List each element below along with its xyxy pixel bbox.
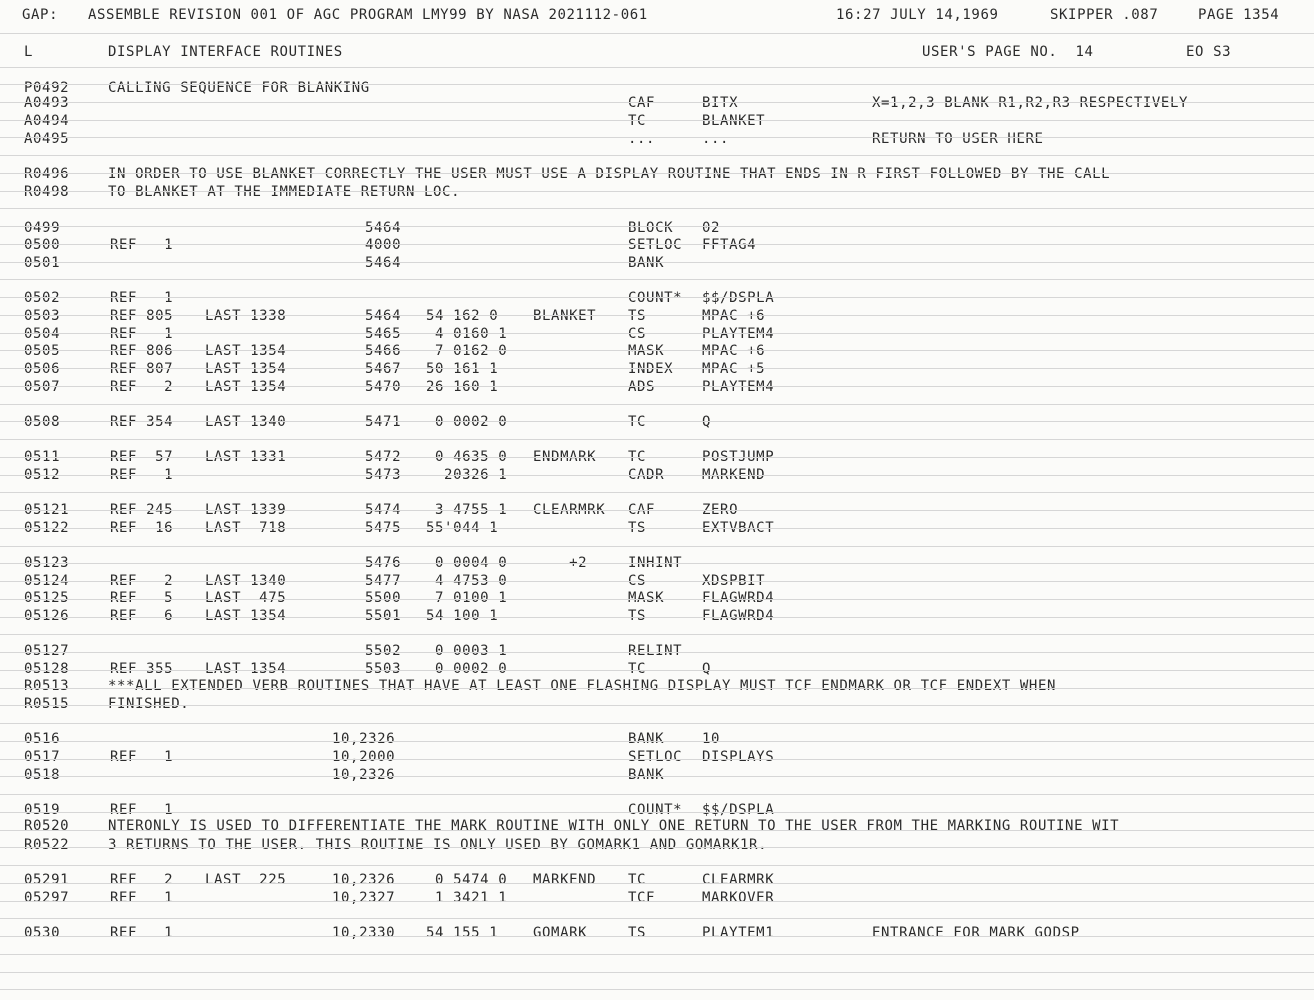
listing-op: BANK <box>628 255 665 271</box>
listing-op: TC <box>628 872 647 888</box>
paper-rule <box>0 865 1314 866</box>
listing-op: TC <box>628 113 647 129</box>
paper-rule <box>0 563 1314 564</box>
paper-rule <box>0 208 1314 209</box>
paper-rule <box>0 492 1314 493</box>
listing-loc: 10,2326 <box>332 767 396 783</box>
paper-rule <box>0 617 1314 618</box>
listing-line-number: R0522 <box>24 837 70 853</box>
listing-op: CAF <box>628 502 656 518</box>
listing-last: LAST 1354 <box>205 361 287 377</box>
listing-last: LAST 1340 <box>205 414 287 430</box>
listing-ref: REF 57 <box>110 449 174 465</box>
listing-last: LAST 718 <box>205 520 287 536</box>
listing-line-number: 0511 <box>24 449 61 465</box>
listing-op: MASK <box>628 590 665 606</box>
paper-rule <box>0 652 1314 653</box>
listing-loc: 10,2326 <box>332 731 396 747</box>
listing-arg: Q <box>702 414 712 430</box>
paper-rule <box>0 847 1314 848</box>
listing-code: 54 155 1 <box>426 925 499 941</box>
listing-loc: 10,2330 <box>332 925 396 941</box>
listing-arg: MARKOVER <box>702 890 775 906</box>
header-skipper: SKIPPER .087 <box>1050 7 1159 23</box>
listing-line-number: 05124 <box>24 573 70 589</box>
listing-last: LAST 1354 <box>205 661 287 677</box>
listing-line-number: 0502 <box>24 290 61 306</box>
header-timestamp: 16:27 JULY 14,1969 <box>836 7 999 23</box>
paper-rule <box>0 137 1314 138</box>
listing-op: CS <box>628 326 647 342</box>
listing-loc: 10,2327 <box>332 890 396 906</box>
subheader-letter: L <box>24 44 34 60</box>
eo-code: EO S3 <box>1186 44 1232 60</box>
listing-op: MASK <box>628 343 665 359</box>
listing-op: TS <box>628 608 647 624</box>
paper-rule <box>0 173 1314 174</box>
listing-line-number: 05125 <box>24 590 70 606</box>
listing-code: 0 5474 0 <box>426 872 508 888</box>
listing-arg: Q <box>702 661 712 677</box>
listing-ref: REF 1 <box>110 237 174 253</box>
listing-line-number: 05297 <box>24 890 70 906</box>
listing-arg: FFTAG4 <box>702 237 757 253</box>
listing-line-number: R0496 <box>24 166 70 182</box>
listing-op: CADR <box>628 467 665 483</box>
listing-text: IN ORDER TO USE BLANKET CORRECTLY THE USER MUST USE A DISPLAY ROUTINE THAT ENDS IN R FIRST FOLLOWED BY THE CALL <box>108 166 1111 182</box>
listing-loc: 5477 <box>365 573 402 589</box>
listing-line-number: 0500 <box>24 237 61 253</box>
listing-loc: 5475 <box>365 520 402 536</box>
paper-rule <box>0 439 1314 440</box>
listing-arg: MPAC +6 <box>702 343 766 359</box>
paper-rule <box>0 634 1314 635</box>
listing-text: CALLING SEQUENCE FOR BLANKING <box>108 80 370 96</box>
paper-rule <box>0 33 1314 34</box>
listing-arg: 10 <box>702 731 721 747</box>
listing-text: TO BLANKET AT THE IMMEDIATE RETURN LOC. <box>108 184 461 200</box>
listing-line-number: 05291 <box>24 872 70 888</box>
listing-last: LAST 1331 <box>205 449 287 465</box>
paper-rule <box>0 936 1314 937</box>
paper-rule <box>0 244 1314 245</box>
listing-op: ... <box>628 131 656 147</box>
listing-op: TS <box>628 308 647 324</box>
listing-arg: BLANKET <box>702 113 766 129</box>
paper-rule <box>0 794 1314 795</box>
listing-code: 1 3421 1 <box>426 890 508 906</box>
listing-loc: 5503 <box>365 661 402 677</box>
listing-arg: DISPLAYS <box>702 749 775 765</box>
listing-line-number: R0513 <box>24 678 70 694</box>
listing-arg: BITX <box>702 95 739 111</box>
listing-line-number: R0498 <box>24 184 70 200</box>
paper-rule <box>0 421 1314 422</box>
paper-rule <box>0 67 1314 68</box>
listing-label: ENDMARK <box>533 449 597 465</box>
listing-op: BLOCK <box>628 220 674 236</box>
listing-line-number: P0492 <box>24 80 70 96</box>
listing-arg: $$/DSPLA <box>702 290 775 306</box>
listing-line-number: 0507 <box>24 379 61 395</box>
listing-ref: REF 805 <box>110 308 174 324</box>
paper-rule <box>0 120 1314 121</box>
listing-line-number: 05128 <box>24 661 70 677</box>
listing-code: 3 4755 1 <box>426 502 508 518</box>
listing-ref: REF 245 <box>110 502 174 518</box>
listing-line-number: A0494 <box>24 113 70 129</box>
listing-op: BANK <box>628 767 665 783</box>
listing-text: NTERONLY IS USED TO DIFFERENTIATE THE MARK ROUTINE WITH ONLY ONE RETURN TO THE USER FROM THE MARKING ROUTINE WIT <box>108 818 1120 834</box>
listing-ref: REF 354 <box>110 414 174 430</box>
listing-code: 4 0160 1 <box>426 326 508 342</box>
paper-rule <box>0 226 1314 227</box>
listing-code: 0 0002 0 <box>426 414 508 430</box>
listing-label: GOMARK <box>533 925 588 941</box>
listing-line-number: 05123 <box>24 555 70 571</box>
listing-ref: REF 16 <box>110 520 174 536</box>
listing-code: 26 160 1 <box>426 379 499 395</box>
paper-rule <box>0 475 1314 476</box>
listing-op: CS <box>628 573 647 589</box>
listing-line-number: 0506 <box>24 361 61 377</box>
listing-loc: 5470 <box>365 379 402 395</box>
paper-rule <box>0 315 1314 316</box>
paper-rule <box>0 954 1314 955</box>
paper-rule <box>0 546 1314 547</box>
listing-last: LAST 475 <box>205 590 287 606</box>
listing-code: 0 0002 0 <box>426 661 508 677</box>
listing-text: FINISHED. <box>108 696 190 712</box>
paper-rule <box>0 262 1314 263</box>
listing-loc: 5466 <box>365 343 402 359</box>
listing-arg: MARKEND <box>702 467 766 483</box>
listing-line-number: 05121 <box>24 502 70 518</box>
listing-line-number: 0512 <box>24 467 61 483</box>
paper-rule <box>0 191 1314 192</box>
listing-ref: REF 1 <box>110 802 174 818</box>
paper-rule <box>0 670 1314 671</box>
listing-ref: REF 355 <box>110 661 174 677</box>
listing-line-number: 0517 <box>24 749 61 765</box>
users-page-number: USER'S PAGE NO. 14 <box>922 44 1094 60</box>
listing-op: TC <box>628 661 647 677</box>
listing-op: TS <box>628 520 647 536</box>
paper-rule <box>0 528 1314 529</box>
listing-code: 54 100 1 <box>426 608 499 624</box>
paper-rule <box>0 599 1314 600</box>
listing-line-number: 0503 <box>24 308 61 324</box>
listing-line-number: A0495 <box>24 131 70 147</box>
paper-rule <box>0 368 1314 369</box>
listing-label: BLANKET <box>533 308 597 324</box>
listing-code: 0 4635 0 <box>426 449 508 465</box>
listing-ref: REF 1 <box>110 467 174 483</box>
listing-line-number: A0493 <box>24 95 70 111</box>
listing-last: LAST 1339 <box>205 502 287 518</box>
paper-rule <box>0 723 1314 724</box>
listing-code: 7 0100 1 <box>426 590 508 606</box>
listing-line-number: 0518 <box>24 767 61 783</box>
listing-loc: 5473 <box>365 467 402 483</box>
listing-line-number: 0504 <box>24 326 61 342</box>
listing-line-number: 05122 <box>24 520 70 536</box>
listing-last: LAST 1354 <box>205 608 287 624</box>
listing-ref: REF 6 <box>110 608 174 624</box>
listing-ref: REF 1 <box>110 890 174 906</box>
paper-rule <box>0 333 1314 334</box>
listing-loc: 5500 <box>365 590 402 606</box>
listing-last: LAST 1354 <box>205 379 287 395</box>
listing-line-number: 0508 <box>24 414 61 430</box>
paper-rule <box>0 812 1314 813</box>
section-title: DISPLAY INTERFACE ROUTINES <box>108 44 343 60</box>
listing-op: RELINT <box>628 643 683 659</box>
listing-ref: REF 1 <box>110 290 174 306</box>
listing-arg: FLAGWRD4 <box>702 590 775 606</box>
listing-ref: REF 806 <box>110 343 174 359</box>
paper-rule <box>0 883 1314 884</box>
listing-ref: REF 5 <box>110 590 174 606</box>
listing-op: TC <box>628 414 647 430</box>
listing-ref: REF 1 <box>110 925 174 941</box>
listing-arg: ZERO <box>702 502 739 518</box>
listing-arg: XDSPBIT <box>702 573 766 589</box>
paper-rule <box>0 279 1314 280</box>
listing-line-number: R0515 <box>24 696 70 712</box>
listing-loc: 5467 <box>365 361 402 377</box>
listing-loc: 5501 <box>365 608 402 624</box>
listing-ref: REF 1 <box>110 326 174 342</box>
listing-ref: REF 2 <box>110 872 174 888</box>
listing-loc: 5476 <box>365 555 402 571</box>
paper-rule <box>0 297 1314 298</box>
listing-arg: MPAC +6 <box>702 308 766 324</box>
paper-rule <box>0 972 1314 973</box>
listing-arg: CLEARMRK <box>702 872 775 888</box>
paper-rule <box>0 581 1314 582</box>
listing-loc: 5474 <box>365 502 402 518</box>
paper-rule <box>0 510 1314 511</box>
paper-rule <box>0 776 1314 777</box>
header-gap: GAP: <box>22 7 59 23</box>
listing-loc: 5502 <box>365 643 402 659</box>
listing-arg: ... <box>702 131 730 147</box>
listing-arg: 02 <box>702 220 721 236</box>
listing-comment: X=1,2,3 BLANK R1,R2,R3 RESPECTIVELY <box>872 95 1189 111</box>
listing-arg: MPAC +5 <box>702 361 766 377</box>
listing-arg: EXTVBACT <box>702 520 775 536</box>
paper-rule <box>0 350 1314 351</box>
listing-ref: REF 1 <box>110 749 174 765</box>
paper-rule <box>0 918 1314 919</box>
listing-label: CLEARMRK <box>533 502 606 518</box>
listing-last: LAST 1354 <box>205 343 287 359</box>
listing-ref: REF 2 <box>110 379 174 395</box>
header-title: ASSEMBLE REVISION 001 OF AGC PROGRAM LMY99 BY NASA 2021112-061 <box>88 7 648 23</box>
listing-op: TC <box>628 449 647 465</box>
listing-loc: 5464 <box>365 220 402 236</box>
paper-rule <box>0 155 1314 156</box>
listing-code: 54 162 0 <box>426 308 499 324</box>
listing-text: ***ALL EXTENDED VERB ROUTINES THAT HAVE AT LEAST ONE FLASHING DISPLAY MUST TCF ENDMARK OR TCF ENDEXT WHEN <box>108 678 1057 694</box>
listing-loc: 5472 <box>365 449 402 465</box>
listing-ref: REF 2 <box>110 573 174 589</box>
paper-rule <box>0 759 1314 760</box>
header-page-number: PAGE 1354 <box>1198 7 1280 23</box>
listing-last: LAST 1338 <box>205 308 287 324</box>
listing-label: +2 <box>533 555 588 571</box>
listing-loc: 10,2326 <box>332 872 396 888</box>
listing-line-number: 0519 <box>24 802 61 818</box>
listing-ref: REF 807 <box>110 361 174 377</box>
paper-rule <box>0 84 1314 85</box>
listing-loc: 5464 <box>365 308 402 324</box>
paper-rule <box>0 705 1314 706</box>
listing-code: 20326 1 <box>426 467 508 483</box>
listing-op: ADS <box>628 379 656 395</box>
listing-op: SETLOC <box>628 237 683 253</box>
listing-loc: 5464 <box>365 255 402 271</box>
listing-arg: PLAYTEM4 <box>702 326 775 342</box>
listing-line-number: 0516 <box>24 731 61 747</box>
listing-line-number: 05126 <box>24 608 70 624</box>
listing-arg: PLAYTEM4 <box>702 379 775 395</box>
listing-last: LAST 1340 <box>205 573 287 589</box>
listing-line-number: 05127 <box>24 643 70 659</box>
paper-rule <box>0 386 1314 387</box>
listing-op: INDEX <box>628 361 674 377</box>
listing-line-number: R0520 <box>24 818 70 834</box>
listing-code: 4 4753 0 <box>426 573 508 589</box>
listing-code: 0 0004 0 <box>426 555 508 571</box>
listing-text: 3 RETURNS TO THE USER. THIS ROUTINE IS ONLY USED BY GOMARK1 AND GOMARK1R. <box>108 837 768 853</box>
listing-line-number: 0530 <box>24 925 61 941</box>
listing-arg: $$/DSPLA <box>702 802 775 818</box>
listing-code: 50 161 1 <box>426 361 499 377</box>
listing-comment: ENTRANCE FOR MARK GODSP <box>872 925 1080 941</box>
listing-op: CAF <box>628 95 656 111</box>
listing-loc: 5471 <box>365 414 402 430</box>
listing-comment: RETURN TO USER HERE <box>872 131 1044 147</box>
listing-op: COUNT* <box>628 802 683 818</box>
listing-arg: POSTJUMP <box>702 449 775 465</box>
listing-label: MARKEND <box>533 872 597 888</box>
listing-last: LAST 225 <box>205 872 287 888</box>
listing-code: 0 0003 1 <box>426 643 508 659</box>
listing-line-number: 0501 <box>24 255 61 271</box>
listing-op: INHINT <box>628 555 683 571</box>
listing-op: BANK <box>628 731 665 747</box>
listing-arg: FLAGWRD4 <box>702 608 775 624</box>
listing-code: 7 0162 0 <box>426 343 508 359</box>
listing-loc: 4000 <box>365 237 402 253</box>
listing-loc: 10,2000 <box>332 749 396 765</box>
paper-rule <box>0 989 1314 990</box>
listing-op: TS <box>628 925 647 941</box>
paper-rule <box>0 102 1314 103</box>
paper-rule <box>0 404 1314 405</box>
listing-op: COUNT* <box>628 290 683 306</box>
paper-rule <box>0 741 1314 742</box>
paper-rule <box>0 901 1314 902</box>
listing-loc: 5465 <box>365 326 402 342</box>
paper-rule <box>0 457 1314 458</box>
listing-line-number: 0505 <box>24 343 61 359</box>
paper-rule <box>0 688 1314 689</box>
listing-op: SETLOC <box>628 749 683 765</box>
listing-line-number: 0499 <box>24 220 61 236</box>
listing-code: 55'044 1 <box>426 520 499 536</box>
listing-arg: PLAYTEM1 <box>702 925 775 941</box>
paper-rule <box>0 830 1314 831</box>
listing-op: TCF <box>628 890 656 906</box>
